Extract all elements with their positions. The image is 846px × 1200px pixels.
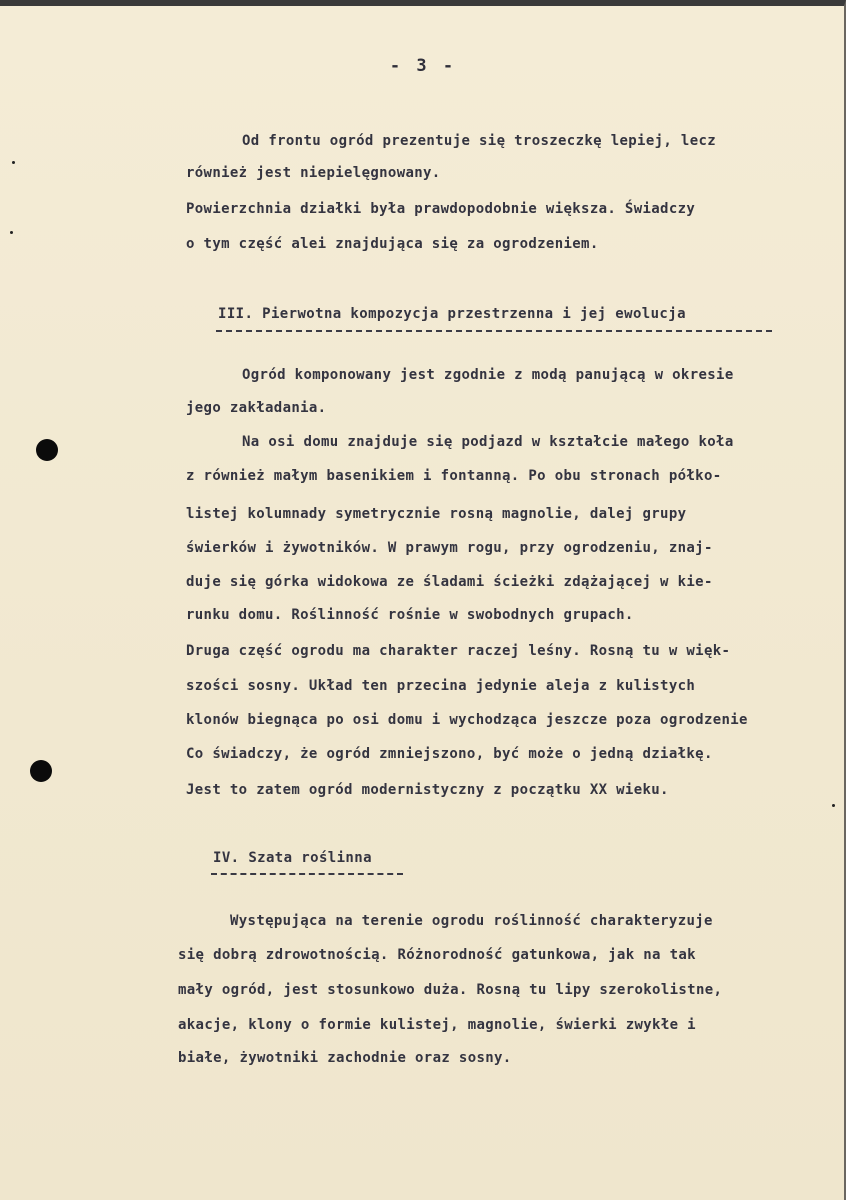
text-line: Druga część ogrodu ma charakter raczej leśny. Rosną tu w więk-: [186, 643, 731, 659]
text-line: o tym część alei znajdująca się za ogrodzeniem.: [186, 236, 599, 252]
heading-underline: [211, 873, 403, 875]
text-line: szości sosny. Układ ten przecina jedynie aleja z kulistych: [186, 678, 696, 694]
heading-underline: [216, 330, 772, 332]
text-line: białe, żywotniki zachodnie oraz sosny.: [178, 1050, 512, 1066]
text-line: Co świadczy, że ogród zmniejszono, być może o jedną działkę.: [186, 746, 713, 762]
text-line: się dobrą zdrowotnością. Różnorodność gatunkowa, jak na tak: [178, 947, 696, 963]
punch-hole: [36, 439, 58, 461]
text-line: klonów biegnąca po osi domu i wychodząca jeszcze poza ogrodzenie: [186, 712, 748, 728]
paper-speck: [832, 804, 835, 807]
text-line: mały ogród, jest stosunkowo duża. Rosną tu lipy szerokolistne,: [178, 982, 723, 998]
punch-hole: [30, 760, 52, 782]
text-line: Jest to zatem ogród modernistyczny z początku XX wieku.: [186, 782, 669, 798]
text-line: listej kolumnady symetrycznie rosną magnolie, dalej grupy: [186, 506, 687, 522]
paper-speck: [12, 161, 15, 164]
section-heading: IV. Szata roślinna: [213, 850, 372, 866]
text-line: Od frontu ogród prezentuje się troszeczkę lepiej, lecz: [242, 133, 717, 149]
text-line: Powierzchnia działki była prawdopodobnie większa. Świadczy: [186, 201, 696, 217]
text-line: duje się górka widokowa ze śladami ścieżki zdążającej w kie-: [186, 574, 713, 590]
text-line: Występująca na terenie ogrodu roślinność charakteryzuje: [230, 913, 713, 929]
section-heading: III. Pierwotna kompozycja przestrzenna i jej ewolucja: [218, 306, 686, 322]
text-line: akacje, klony o formie kulistej, magnolie, świerki zwykłe i: [178, 1017, 696, 1033]
text-line: Na osi domu znajduje się podjazd w kształcie małego koła: [242, 434, 734, 450]
text-line: z również małym basenikiem i fontanną. Po obu stronach półko-: [186, 468, 722, 484]
text-line: również jest niepielęgnowany.: [186, 165, 441, 181]
text-line: świerków i żywotników. W prawym rogu, przy ogrodzeniu, znaj-: [186, 540, 713, 556]
text-line: runku domu. Roślinność rośnie w swobodnych grupach.: [186, 607, 634, 623]
page-number: - 3 -: [389, 56, 457, 76]
text-line: jego zakładania.: [186, 400, 327, 416]
text-line: Ogród komponowany jest zgodnie z modą panującą w okresie: [242, 367, 734, 383]
paper-speck: [10, 231, 13, 234]
